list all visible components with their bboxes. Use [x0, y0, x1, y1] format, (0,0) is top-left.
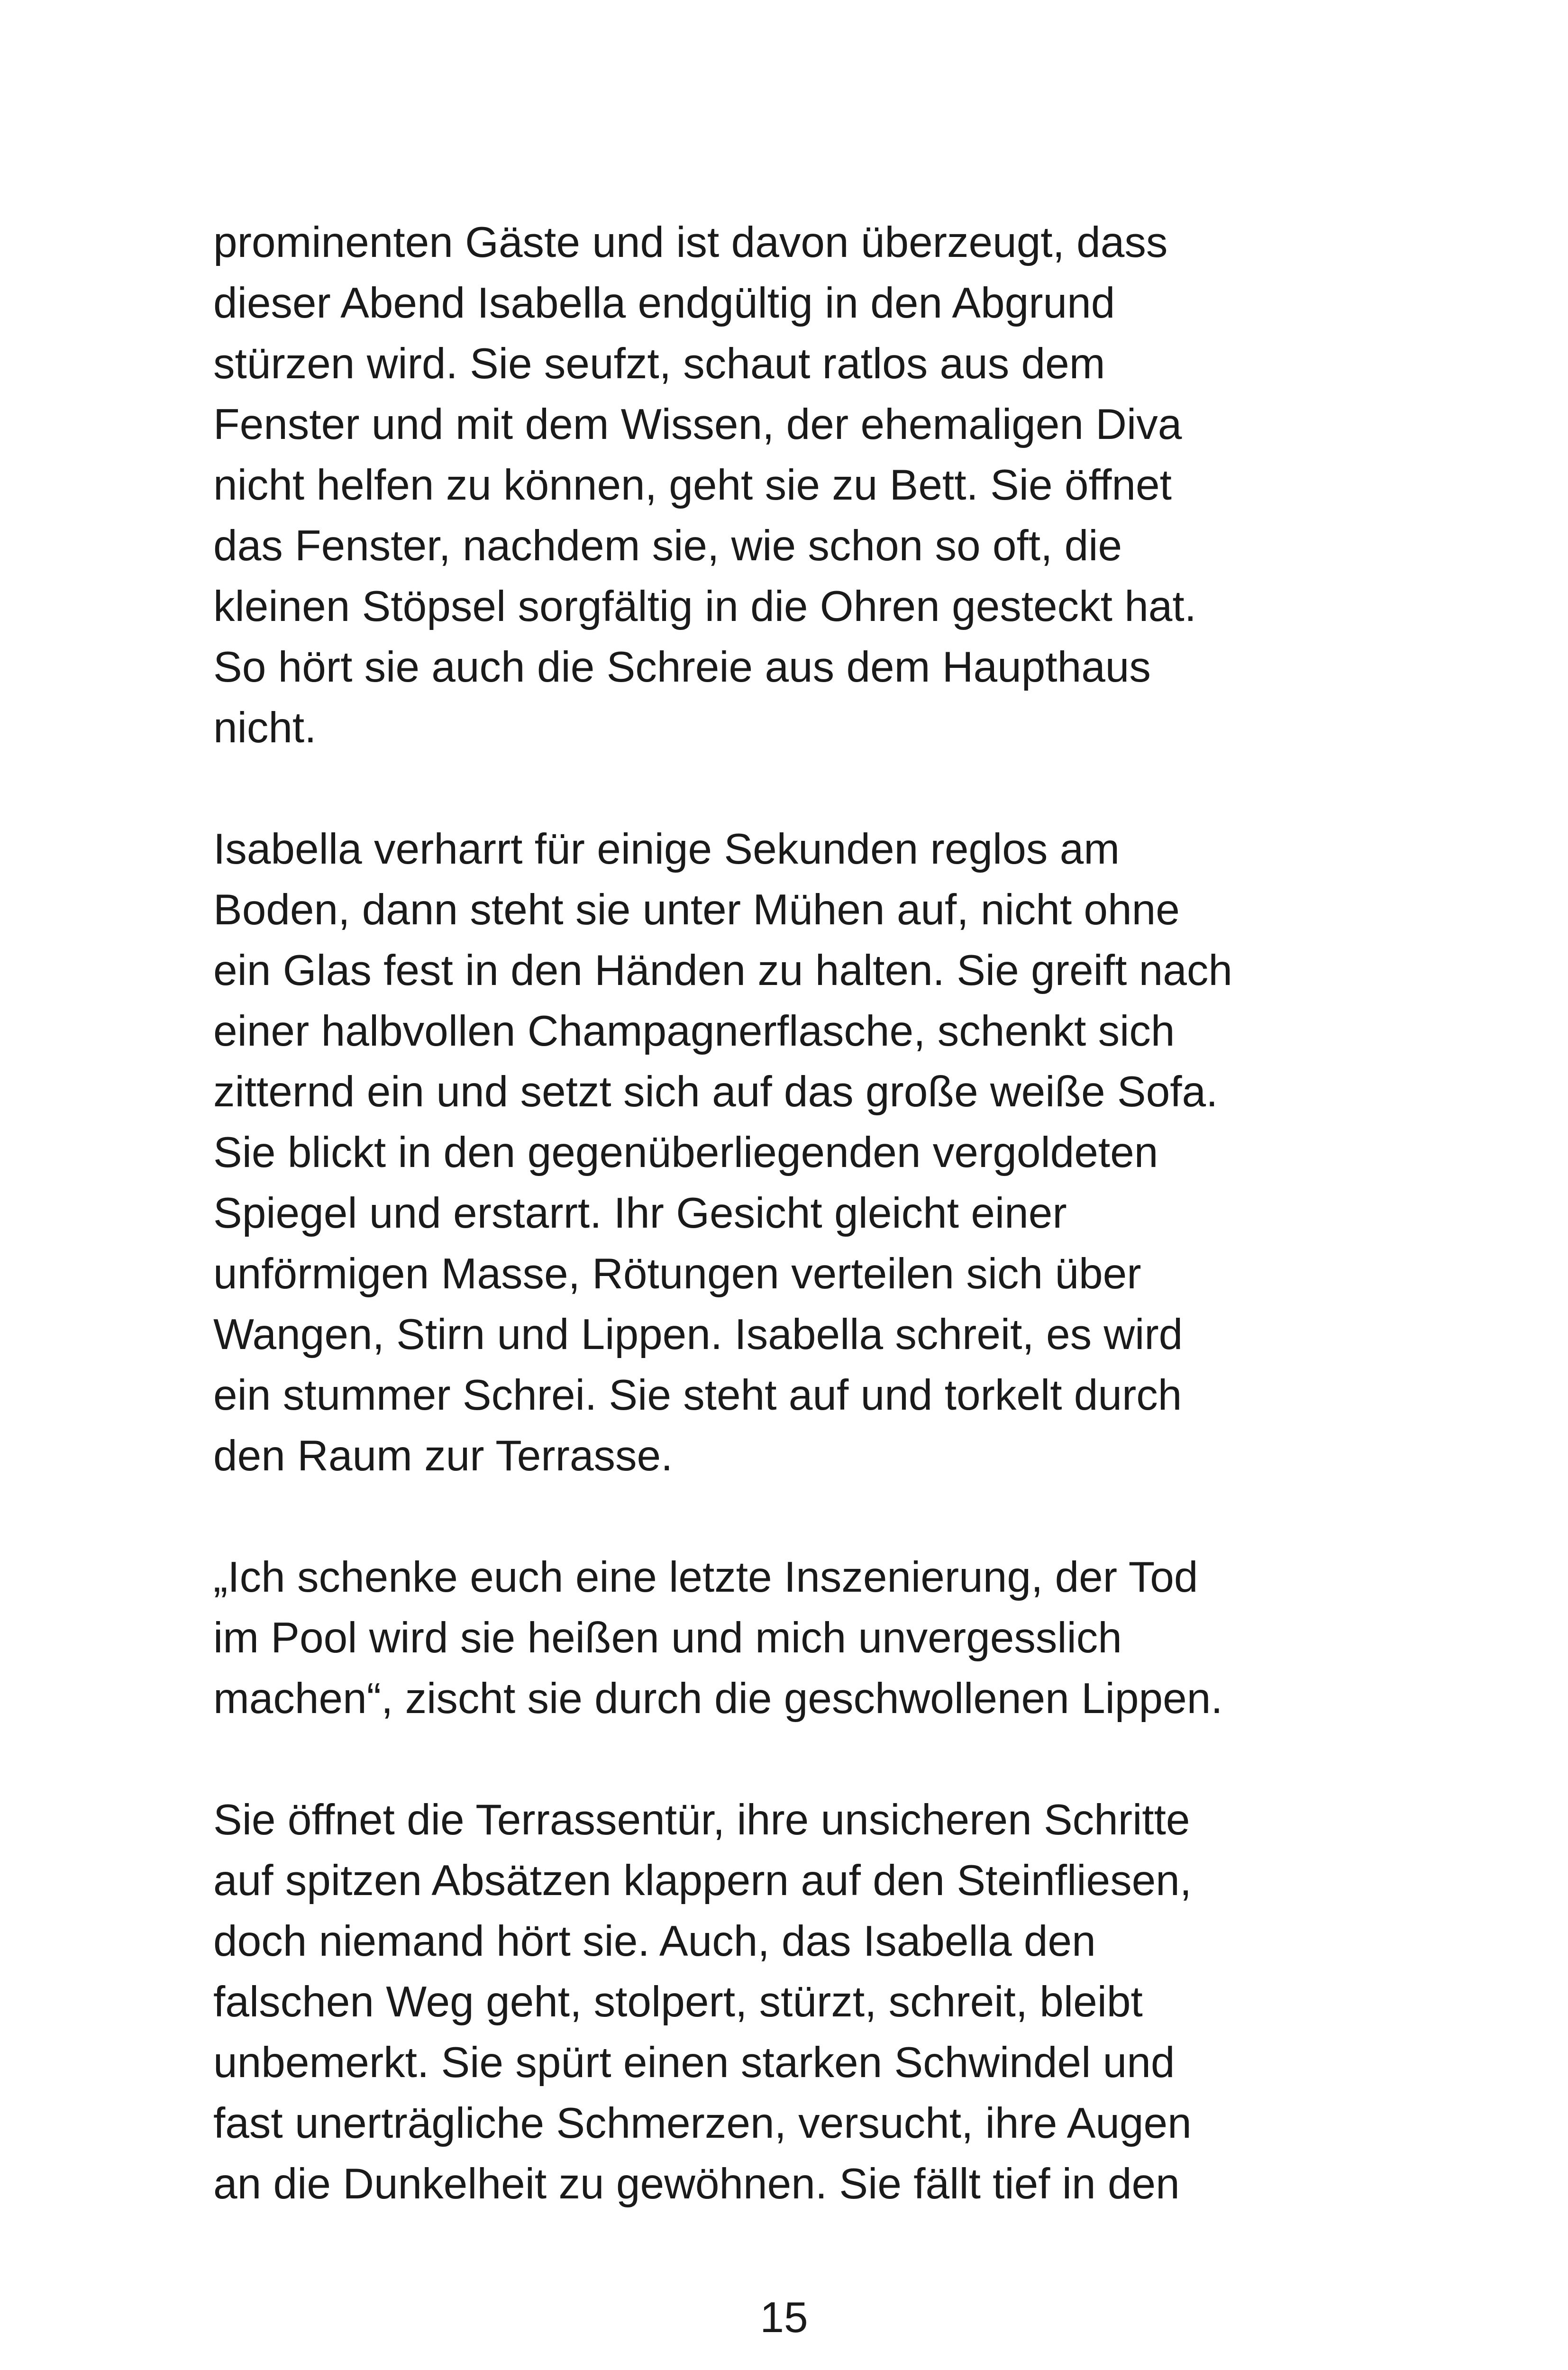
text-line: das Fenster, nachdem sie, wie schon so oft, die [213, 522, 1122, 570]
text-line: Sie öffnet die Terrassentür, ihre unsicheren Schritte [213, 1796, 1190, 1844]
paragraph-2 [213, 819, 1398, 1486]
text-line: „Ich schenke euch eine letzte Inszenierung, der Tod [213, 1553, 1198, 1601]
text-line: nicht helfen zu können, geht sie zu Bett. Sie öffnet [213, 461, 1172, 509]
text-line: an die Dunkelheit zu gewöhnen. Sie fällt tief in den [213, 2160, 1180, 2208]
text-line: ein Glas fest in den Händen zu halten. Sie greift nach [213, 947, 1232, 994]
text-line: Sie blickt in den gegenüberliegenden vergoldeten [213, 1129, 1158, 1176]
text-line: dieser Abend Isabella endgültig in den Abgrund [213, 279, 1115, 327]
text-line: auf spitzen Absätzen klappern auf den Steinfliesen, [213, 1857, 1192, 1905]
paragraph-3 [213, 1547, 1398, 1729]
body-text [213, 212, 1398, 2215]
paragraph-4 [213, 1790, 1398, 2215]
page-number: 15 [760, 2294, 808, 2342]
text-line: So hört sie auch die Schreie aus dem Haupthaus [213, 643, 1151, 691]
text-line: doch niemand hört sie. Auch, das Isabella den [213, 1917, 1096, 1965]
text-line: Spiegel und erstarrt. Ihr Gesicht gleicht einer [213, 1189, 1067, 1237]
text-line: unförmigen Masse, Rötungen verteilen sich über [213, 1250, 1141, 1298]
text-line: Fenster und mit dem Wissen, der ehemaligen Diva [213, 401, 1182, 448]
paragraph-1 [213, 212, 1398, 758]
text-line: machen“, zischt sie durch die geschwollenen Lippen. [213, 1675, 1223, 1723]
text-line: den Raum zur Terrasse. [213, 1432, 673, 1480]
text-line: zitternd ein und setzt sich auf das große weiße Sofa. [213, 1068, 1218, 1116]
text-line: nicht. [213, 704, 317, 752]
text-line: falschen Weg geht, stolpert, stürzt, schreit, bleibt [213, 1978, 1143, 2026]
text-line: unbemerkt. Sie spürt einen starken Schwindel und [213, 2039, 1175, 2087]
text-line: Wangen, Stirn und Lippen. Isabella schreit, es wird [213, 1311, 1183, 1358]
text-line: prominenten Gäste und ist davon überzeugt, dass [213, 219, 1168, 266]
text-line: Isabella verharrt für einige Sekunden reglos am [213, 825, 1120, 873]
text-line: fast unerträgliche Schmerzen, versucht, ihre Augen [213, 2099, 1192, 2147]
text-line: stürzen wird. Sie seufzt, schaut ratlos aus dem [213, 340, 1105, 388]
text-line: einer halbvollen Champagnerflasche, schenkt sich [213, 1007, 1175, 1055]
text-line: im Pool wird sie heißen und mich unvergesslich [213, 1614, 1122, 1662]
text-line: Boden, dann steht sie unter Mühen auf, nicht ohne [213, 886, 1180, 934]
text-line: ein stummer Schrei. Sie steht auf und torkelt durch [213, 1371, 1182, 1419]
text-line: kleinen Stöpsel sorgfältig in die Ohren gesteckt hat. [213, 583, 1196, 630]
